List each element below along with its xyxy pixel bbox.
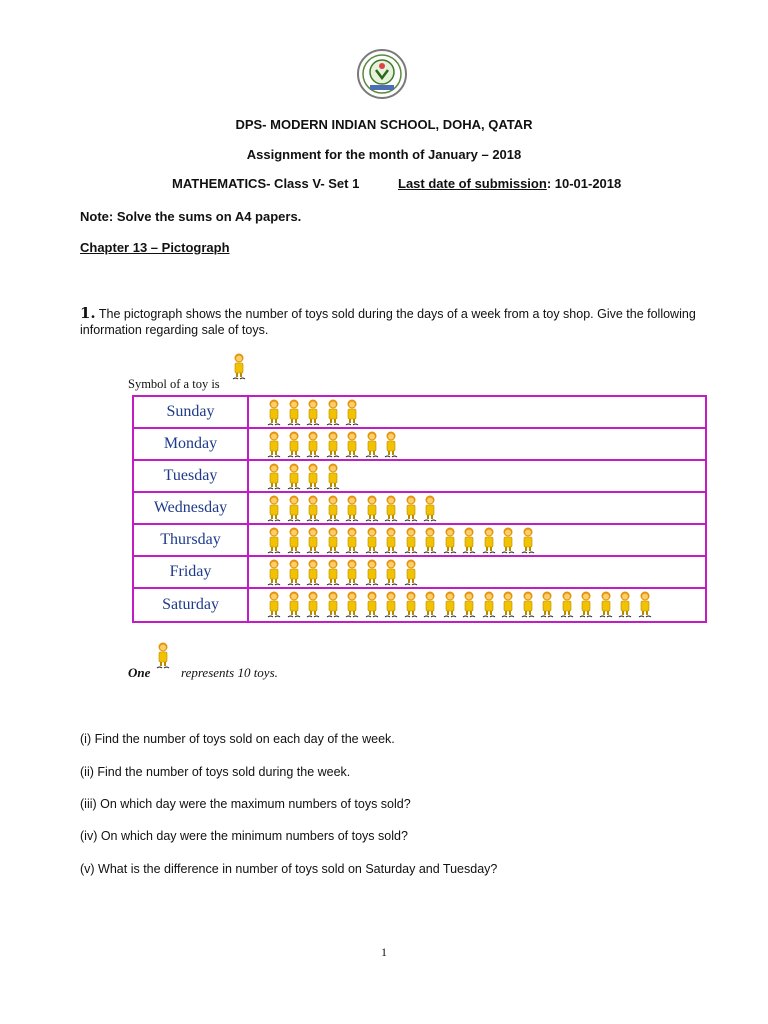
toy-icon — [384, 495, 398, 528]
toy-icon — [365, 495, 379, 528]
toy-icon — [345, 591, 359, 624]
toy-icon — [365, 431, 379, 464]
toy-icon — [287, 559, 301, 592]
question-ii: (ii) Find the number of toys sold during the week. — [80, 765, 351, 779]
pictograph-day-label: Friday — [134, 557, 249, 587]
toy-icon — [326, 591, 340, 624]
subject-line: MATHEMATICS- Class V- Set 1 — [172, 176, 360, 191]
toy-icon — [267, 399, 281, 432]
toy-icon — [345, 431, 359, 464]
toy-icon — [501, 591, 515, 624]
toy-icon — [462, 527, 476, 560]
toy-icon — [384, 527, 398, 560]
pictograph-row — [134, 429, 705, 461]
toy-symbol-icon — [232, 353, 246, 386]
toy-icon — [404, 527, 418, 560]
submission-date: : 10-01-2018 — [546, 176, 622, 191]
toy-icon — [618, 591, 632, 624]
pictograph-row — [134, 397, 705, 429]
toy-icon — [501, 527, 515, 560]
school-name: DPS- MODERN INDIAN SCHOOL, DOHA, QATAR — [235, 117, 533, 132]
toy-icon — [404, 591, 418, 624]
toy-icon — [443, 527, 457, 560]
toy-icon — [326, 559, 340, 592]
toy-icon — [267, 527, 281, 560]
toy-icon — [638, 591, 652, 624]
toy-icon — [423, 591, 437, 624]
question-iv: (iv) On which day were the minimum numbers of toys sold? — [80, 829, 408, 843]
toy-icon — [345, 559, 359, 592]
question-iii: (iii) On which day were the maximum numbers of toys sold? — [80, 797, 411, 811]
assignment-title: Assignment for the month of January – 2018 — [246, 147, 522, 162]
toy-icon — [345, 495, 359, 528]
note: Note: Solve the sums on A4 papers. — [80, 209, 302, 224]
toy-icon — [384, 591, 398, 624]
toy-icon — [560, 591, 574, 624]
toy-icon — [599, 591, 613, 624]
toy-icon — [306, 591, 320, 624]
pictograph-row — [134, 557, 705, 589]
toy-icon — [287, 527, 301, 560]
toy-icon — [306, 399, 320, 432]
toy-icon — [521, 527, 535, 560]
toy-icon — [482, 527, 496, 560]
toy-icon — [345, 527, 359, 560]
pictograph-day-label: Wednesday — [134, 493, 249, 523]
pictograph-day-label: Sunday — [134, 397, 249, 427]
pictograph-day-label: Saturday — [134, 589, 249, 621]
toy-icon — [462, 591, 476, 624]
page-number: 1 — [381, 945, 387, 959]
legend-one: One — [128, 665, 151, 680]
toy-icon — [287, 463, 301, 496]
toy-icon — [267, 463, 281, 496]
submission-line — [398, 176, 621, 191]
toy-icon — [423, 527, 437, 560]
toy-icon — [365, 559, 379, 592]
toy-icon — [345, 399, 359, 432]
toy-icon — [404, 495, 418, 528]
toy-icon — [326, 431, 340, 464]
toy-icon — [326, 399, 340, 432]
toy-icon — [306, 495, 320, 528]
toy-icon — [287, 399, 301, 432]
toy-icon — [306, 559, 320, 592]
pictograph-row — [134, 461, 705, 493]
pictograph-table — [132, 395, 707, 623]
chapter-title: Chapter 13 – Pictograph — [80, 240, 230, 255]
question-1-text: The pictograph shows the number of toys sold during the days of a week from a toy shop. Give the following information regarding sale of toys. — [80, 307, 696, 337]
toy-icon — [287, 431, 301, 464]
toy-icon — [365, 591, 379, 624]
toy-icon — [521, 591, 535, 624]
pictograph-row — [134, 589, 705, 621]
toy-icon — [306, 431, 320, 464]
legend-text: represents 10 toys. — [181, 665, 278, 680]
symbol-label: Symbol of a toy is — [128, 377, 220, 391]
pictograph-row — [134, 525, 705, 557]
legend-toy-icon — [156, 642, 170, 674]
question-1 — [80, 305, 710, 338]
question-1-number: 1. — [80, 304, 96, 322]
pictograph-day-label: Tuesday — [134, 461, 249, 491]
toy-icon — [384, 431, 398, 464]
pictograph-day-label: Monday — [134, 429, 249, 459]
pictograph-day-label: Thursday — [134, 525, 249, 555]
toy-icon — [287, 591, 301, 624]
toy-icon — [365, 527, 379, 560]
toy-icon — [267, 591, 281, 624]
toy-icon — [540, 591, 554, 624]
toy-icon — [267, 431, 281, 464]
toy-icon — [326, 463, 340, 496]
toy-icon — [306, 527, 320, 560]
toy-icon — [267, 495, 281, 528]
toy-icon — [306, 463, 320, 496]
toy-icon — [267, 559, 281, 592]
toy-icon — [326, 527, 340, 560]
toy-icon — [423, 495, 437, 528]
toy-icon — [482, 591, 496, 624]
toy-icon — [404, 559, 418, 592]
school-logo-icon — [356, 48, 408, 100]
toy-icon — [384, 559, 398, 592]
question-v: (v) What is the difference in number of toys sold on Saturday and Tuesday? — [80, 862, 498, 876]
question-i: (i) Find the number of toys sold on each day of the week. — [80, 732, 395, 746]
toy-icon — [287, 495, 301, 528]
toy-icon — [326, 495, 340, 528]
toy-icon — [579, 591, 593, 624]
submission-label: Last date of submission — [398, 176, 547, 191]
toy-icon — [443, 591, 457, 624]
pictograph-row — [134, 493, 705, 525]
